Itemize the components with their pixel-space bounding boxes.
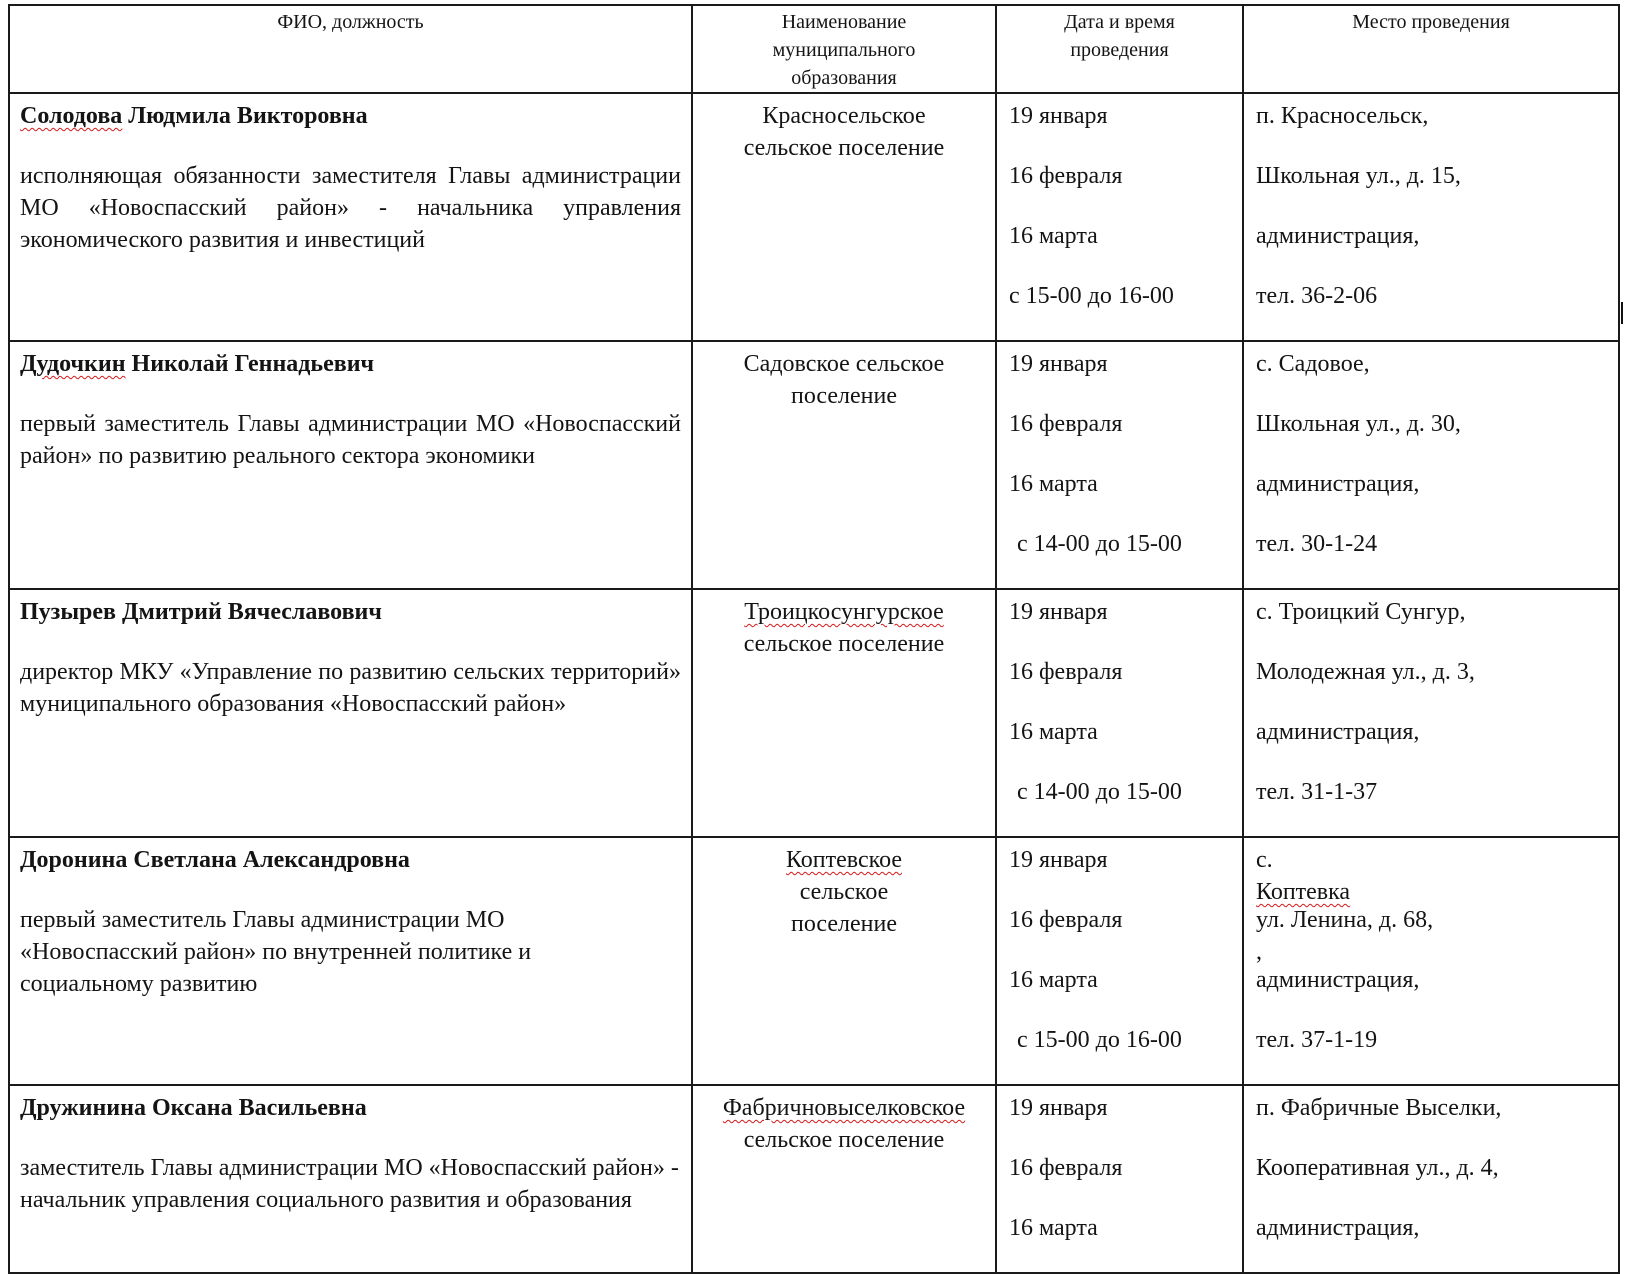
person-position: исполняющая обязанности заместителя Главы администрации МО «Новоспасский район» - начальника управления экономического развития и инвестиций bbox=[20, 163, 681, 253]
fio-cell bbox=[9, 341, 692, 589]
person-name: Доронина Светлана Александровна bbox=[20, 847, 410, 873]
table-row bbox=[9, 341, 1619, 589]
fio-cell bbox=[9, 1085, 692, 1273]
fio-cell bbox=[9, 589, 692, 837]
municipality-cell: Красносельское сельское поселение bbox=[692, 93, 996, 341]
table-row bbox=[9, 837, 1619, 1085]
place-cell: с. Садовое, Школьная ул., д. 30, администрация, тел. 30-1-24 bbox=[1243, 341, 1619, 589]
text-cursor bbox=[1621, 302, 1623, 324]
municipality-line: Коптевское сельское bbox=[693, 844, 995, 908]
place-cell: с. Троицкий Сунгур, Молодежная ул., д. 3, администрация, тел. 31-1-37 bbox=[1243, 589, 1619, 837]
header-municipality: Наименование муниципального образования bbox=[692, 5, 996, 93]
person-position: первый заместитель Главы администрации МО «Новоспасский район» по внутренней политике и социальному развитию bbox=[20, 907, 532, 997]
municipality-cell: Коптевское сельское поселение bbox=[692, 837, 996, 1085]
name-part: Коптевка bbox=[1256, 879, 1351, 905]
place-cell: с. Коптевка , ул. Ленина, д. 68, администрация, тел. 37-1-19 bbox=[1243, 837, 1619, 1085]
table-row bbox=[9, 1085, 1619, 1273]
place-cell: п. Фабричные Выселки, Кооперативная ул., д. 4, администрация, bbox=[1243, 1085, 1619, 1273]
person-name: Дружинина Оксана Васильевна bbox=[20, 1095, 367, 1121]
municipality-cell: Садовское сельское поселение bbox=[692, 341, 996, 589]
table-row bbox=[9, 589, 1619, 837]
place-cell: п. Красносельск, Школьная ул., д. 15, администрация, тел. 36-2-06 bbox=[1243, 93, 1619, 341]
fio-cell bbox=[9, 837, 692, 1085]
municipality-cell: Фабричновыселковское сельское поселение bbox=[692, 1085, 996, 1273]
person-name: Пузырев Дмитрий Вячеславович bbox=[20, 599, 382, 625]
schedule-table bbox=[8, 4, 1620, 1274]
municipality-cell: Троицкосунгурское сельское поселение bbox=[692, 589, 996, 837]
name-part: Дудочкин bbox=[20, 351, 126, 377]
header-place: Место проведения bbox=[1243, 5, 1619, 93]
header-datetime: Дата и время проведения bbox=[996, 5, 1243, 93]
datetime-cell: 19 января 16 февраля 16 марта с 14-00 до 15-00 bbox=[996, 589, 1243, 837]
header-row bbox=[9, 5, 1619, 93]
person-position: заместитель Главы администрации МО «Новоспасский район» - начальник управления социального развития и образования bbox=[20, 1155, 679, 1213]
name-part: Коптевское bbox=[785, 847, 903, 873]
person-name: Солодова Людмила Викторовна bbox=[20, 103, 368, 129]
table-row bbox=[9, 93, 1619, 341]
person-position: первый заместитель Главы администрации МО «Новоспасский район» по развитию реального сектора экономики bbox=[20, 411, 681, 469]
fio-cell bbox=[9, 93, 692, 341]
header-fio: ФИО, должность bbox=[9, 5, 692, 93]
person-position: директор МКУ «Управление по развитию сельских территорий» муниципального образования «Новоспасский район» bbox=[20, 659, 681, 717]
datetime-cell: 19 января 16 февраля 16 марта bbox=[996, 1085, 1243, 1273]
name-part: Солодова bbox=[20, 103, 123, 129]
place-line: с. Коптевка , bbox=[1256, 844, 1608, 904]
person-name: Дудочкин Николай Геннадьевич bbox=[20, 351, 375, 377]
datetime-cell: 19 января 16 февраля 16 марта с 14-00 до 15-00 bbox=[996, 341, 1243, 589]
datetime-cell: 19 января 16 февраля 16 марта с 15-00 до 16-00 bbox=[996, 837, 1243, 1085]
datetime-cell: 19 января 16 февраля 16 марта с 15-00 до 16-00 bbox=[996, 93, 1243, 341]
